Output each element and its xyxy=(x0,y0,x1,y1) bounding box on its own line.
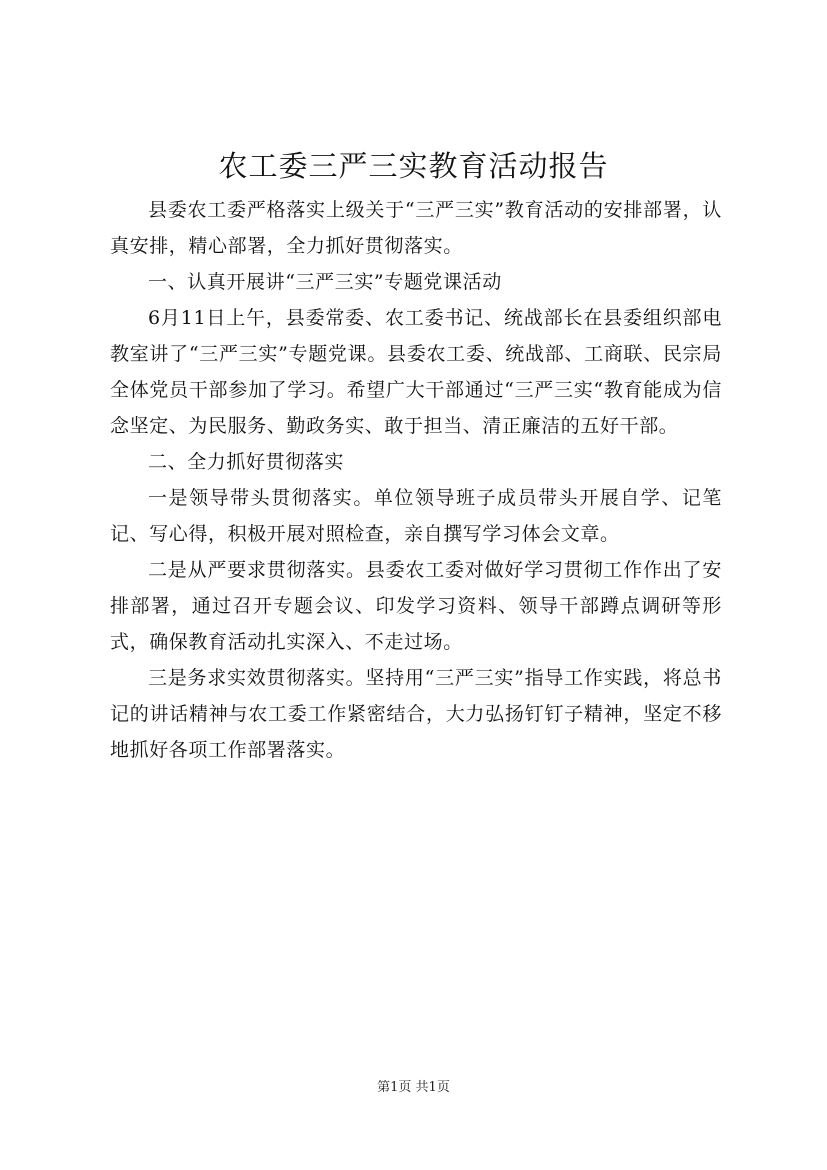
point-2-paragraph: 二是从严要求贯彻落实。县委农工委对做好学习贯彻工作作出了安排部署，通过召开专题会议、印发学习资料、领导干部蹲点调研等形式，确保教育活动扎实深入、不走过场。 xyxy=(110,559,722,653)
point-1-paragraph: 一是领导带头贯彻落实。单位领导班子成员带头开展自学、记笔记、写心得，积极开展对照检查，亲自撰写学习体会文章。 xyxy=(110,487,722,545)
document-title: 农工委三严三实教育活动报告 xyxy=(218,149,609,183)
document-body xyxy=(110,192,722,768)
page-number-footer: 第1页 共1页 xyxy=(377,1080,450,1095)
point-3-paragraph: 三是务求实效贯彻落实。坚持用“三严三实”指导工作实践，将总书记的讲话精神与农工委工作紧密结合，大力弘扬钉钉子精神，坚定不移地抓好各项工作部署落实。 xyxy=(110,667,722,761)
section-heading-2: 二、全力抓好贯彻落实 xyxy=(148,451,345,473)
section-heading-1: 一、认真开展讲“三严三实”专题党课活动 xyxy=(148,271,502,293)
intro-paragraph: 县委农工委严格落实上级关于“三严三实”教育活动的安排部署，认真安排，精心部署，全力抓好贯彻落实。 xyxy=(110,199,722,257)
section-1-paragraph: 6月11日上午，县委常委、农工委书记、统战部长在县委组织部电教室讲了“三严三实”专题党课。县委农工委、统战部、工商联、民宗局全体党员干部参加了学习。希望广大干部通过“三严三实“教育能成为信念坚定、为民服务、勤政务实、敢于担当、清正廉洁的五好干部。 xyxy=(110,307,722,437)
